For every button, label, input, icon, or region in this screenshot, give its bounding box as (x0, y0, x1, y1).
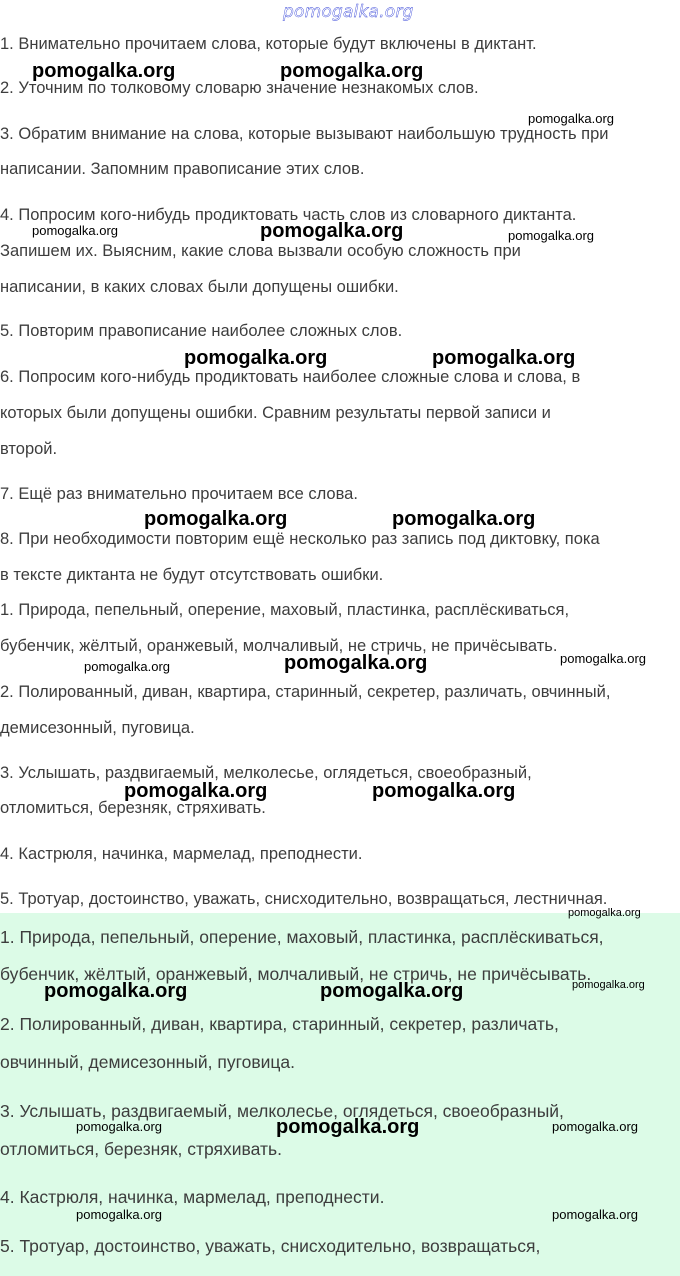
word-list-line: бубенчик, жёлтый, оранжевый, молчаливый, не стричь, не причёсывать. (0, 637, 558, 655)
watermark: pomogalka.org (76, 1207, 162, 1222)
step-line: в тексте диктанта не будут отсутствовать ошибки. (0, 566, 384, 584)
watermark: pomogalka.org (260, 220, 404, 242)
step-line: которых были допущены ошибки. Сравним результаты первой записи и (0, 404, 551, 422)
watermark: pomogalka.org (432, 347, 576, 369)
word-list-line: 5. Тротуар, достоинство, уважать, снисходительно, возвращаться, лестничная. (0, 890, 608, 908)
watermark: pomogalka.org (560, 651, 646, 666)
step-line: 1. Внимательно прочитаем слова, которые будут включены в диктант. (0, 35, 537, 53)
watermark: pomogalka.org (32, 223, 118, 238)
step-line: 6. Попросим кого-нибудь продиктовать наиболее сложные слова и слова, в (0, 368, 581, 386)
answer-line: 5. Тротуар, достоинство, уважать, снисходительно, возвращаться, (0, 1236, 541, 1256)
answer-line: отломиться, березняк, стряхивать. (0, 1139, 282, 1159)
step-line: 4. Попросим кого-нибудь продиктовать часть слов из словарного диктанта. (0, 206, 577, 224)
watermark: pomogalka.org (568, 907, 641, 919)
watermark: pomogalka.org (276, 1116, 420, 1138)
answer-line: 4. Кастрюля, начинка, мармелад, преподнести. (0, 1187, 385, 1207)
answer-line: овчинный, демисезонный, пуговица. (0, 1052, 296, 1072)
step-line: 2. Уточним по толковому словарю значение незнакомых слов. (0, 79, 479, 97)
word-list-line: 3. Услышать, раздвигаемый, мелколесье, оглядеться, своеобразный, (0, 764, 532, 782)
watermark: pomogalka.org (32, 60, 176, 82)
step-line: 5. Повторим правописание наиболее сложных слов. (0, 322, 403, 340)
watermark: pomogalka.org (44, 980, 188, 1002)
watermark: pomogalka.org (552, 1119, 638, 1134)
answer-line: 2. Полированный, диван, квартира, старинный, секретер, различать, (0, 1014, 559, 1034)
watermark: pomogalka.org (84, 659, 170, 674)
word-list-line: демисезонный, пуговица. (0, 719, 195, 737)
answer-line: 3. Услышать, раздвигаемый, мелколесье, оглядеться, своеобразный, (0, 1101, 564, 1121)
watermark: pomogalka.org (508, 228, 594, 243)
step-line: второй. (0, 440, 58, 458)
watermark: pomogalka.org (280, 60, 424, 82)
answer-line: бубенчик, жёлтый, оранжевый, молчаливый, не стричь, не причёсывать. (0, 964, 592, 984)
step-line: 3. Обратим внимание на слова, которые вызывают наибольшую трудность при (0, 125, 609, 143)
watermark: pomogalka.org (284, 652, 428, 674)
watermark: pomogalka.org (392, 508, 536, 530)
watermark: pomogalka.org (320, 980, 464, 1002)
site-logo[interactable]: pomogalka.org (283, 2, 414, 22)
step-line: Запишем их. Выясним, какие слова вызвали особую сложность при (0, 242, 521, 260)
answer-line: 1. Природа, пепельный, оперение, маховый, пластинка, расплёскиваться, (0, 927, 604, 947)
step-line: написании. Запомним правописание этих слов. (0, 160, 365, 178)
step-line: написании, в каких словах были допущены ошибки. (0, 278, 399, 296)
watermark: pomogalka.org (76, 1119, 162, 1134)
word-list-line: отломиться, березняк, стряхивать. (0, 799, 266, 817)
word-list-line: 1. Природа, пепельный, оперение, маховый, пластинка, расплёскиваться, (0, 601, 570, 619)
watermark: pomogalka.org (372, 780, 516, 802)
step-line: 8. При необходимости повторим ещё несколько раз запись под диктовку, пока (0, 530, 600, 548)
watermark: pomogalka.org (528, 111, 614, 126)
word-list-line: 2. Полированный, диван, квартира, старинный, секретер, различать, овчинный, (0, 683, 611, 701)
step-line: 7. Ещё раз внимательно прочитаем все слова. (0, 485, 358, 503)
watermark: pomogalka.org (124, 780, 268, 802)
watermark: pomogalka.org (572, 979, 645, 991)
word-list-line: 4. Кастрюля, начинка, мармелад, преподнести. (0, 845, 363, 863)
watermark: pomogalka.org (552, 1207, 638, 1222)
watermark: pomogalka.org (184, 347, 328, 369)
watermark: pomogalka.org (144, 508, 288, 530)
